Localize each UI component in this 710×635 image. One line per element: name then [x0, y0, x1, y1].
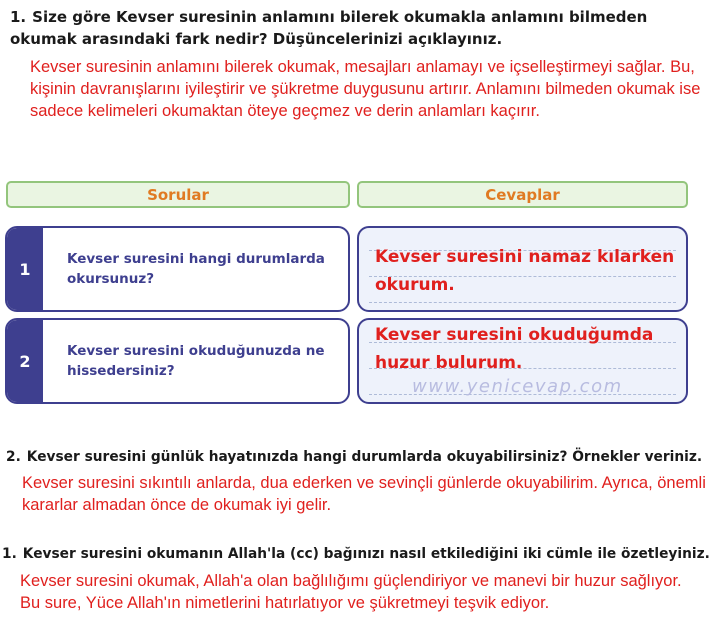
answer-1: Kevser suresinin anlamını bilerek okumak, mesajları anlamayı ve içselleştirmeyi sağlar. Bu, kişinin davranışlarını iyileştirir ve şükretme duygusunu artırır. Anlamını bilmeden okumak ise sadece kelimeleri okumaktan öteye geçmez ve derin anlamları kaçırır. — [30, 58, 701, 120]
header-answers: Cevaplar — [357, 181, 688, 208]
question-2-number: 2. — [6, 449, 21, 465]
question-3-text: Kevser suresini okumanın Allah'la (cc) bağınızı nasıl etkilediğini iki cümle ile özetleyiniz. — [22, 546, 710, 562]
row-number-2: 2 — [7, 320, 43, 402]
question-1 — [10, 6, 700, 50]
table-row-answer-1 — [357, 226, 688, 312]
row-answer-2: Kevser suresini okuduğumda huzur bulurum. — [375, 325, 654, 373]
ruled-line — [369, 302, 676, 304]
table-row-question-1 — [5, 226, 350, 312]
answer-2: Kevser suresini sıkıntılı anlarda, dua ederken ve sevinçli günlerde okuyabilirim. Ayrıca, önemli kararlar almadan önce de okumak iyi gelir. — [22, 474, 706, 514]
row-answer-1: Kevser suresini namaz kılarken okurum. — [375, 247, 675, 295]
question-1-text: Size göre Kevser suresinin anlamını bilerek okumakla anlamını bilmeden okumak arasındaki fark nedir? Düşüncelerinizi açıklayınız. — [10, 8, 648, 48]
question-3-number: 1. — [2, 546, 17, 562]
header-questions: Sorular — [6, 181, 350, 208]
watermark: www.yenicevap.com — [412, 376, 623, 397]
question-2-text: Kevser suresini günlük hayatınızda hangi durumlarda okuyabilirsiniz? Örnekler veriniz. — [26, 449, 703, 465]
row-question-2: Kevser suresini okuduğunuzda ne hissedersiniz? — [67, 343, 325, 379]
question-3 — [2, 543, 710, 565]
table-row-question-2 — [5, 318, 350, 404]
answer-3: Kevser suresini okumak, Allah'a olan bağlılığımı güçlendiriyor ve manevi bir huzur sağlıyor. Bu sure, Yüce Allah'ın nimetlerini hatırlatıyor ve şükretmeyi teşvik ediyor. — [20, 572, 682, 612]
row-number-1: 1 — [7, 228, 43, 310]
question-1-number: 1. — [10, 8, 27, 26]
row-question-1: Kevser suresini hangi durumlarda okursunuz? — [67, 251, 325, 287]
question-2 — [6, 446, 710, 468]
